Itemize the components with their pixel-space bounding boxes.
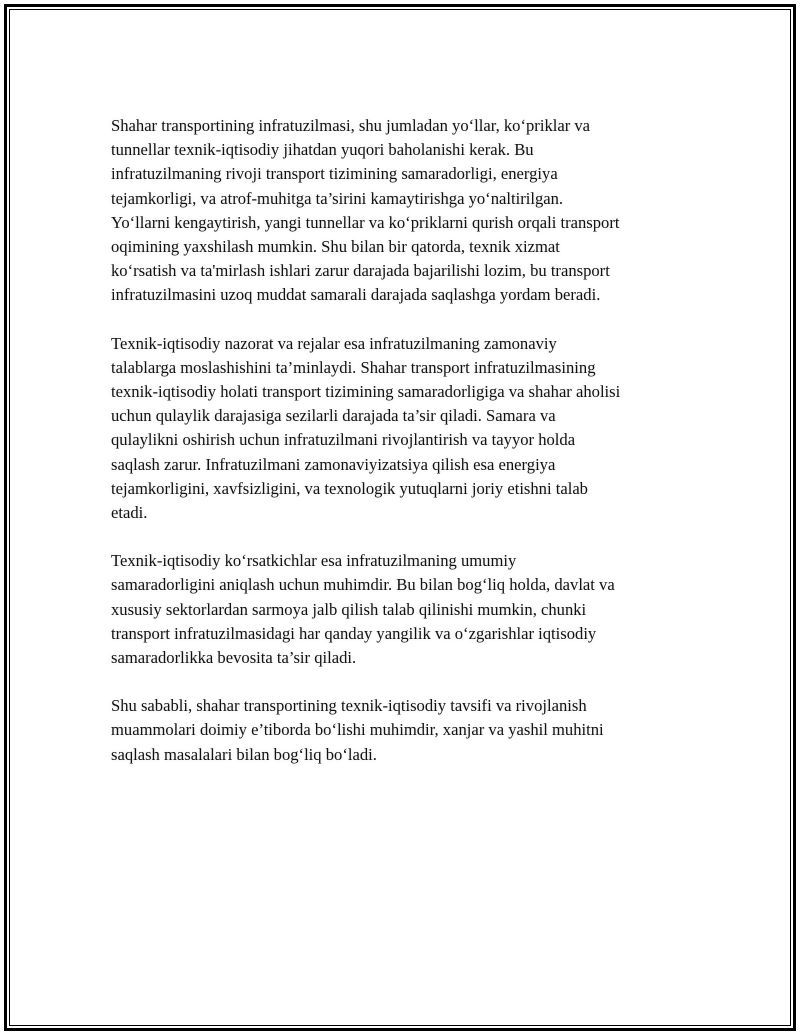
text-line: muammolari doimiy e’tiborda bo‘lishi muhimdir, xanjar va yashil muhitni (111, 720, 604, 740)
paragraph-2 (111, 332, 686, 526)
text-line: oqimining yaxshilash mumkin. Shu bilan bir qatorda, texnik xizmat (111, 237, 560, 257)
text-line: saqlash zarur. Infratuzilmani zamonaviyizatsiya qilish esa energiya (111, 454, 556, 474)
document-body (111, 114, 686, 791)
text-line: Texnik-iqtisodiy ko‘rsatkichlar esa infratuzilmaning umumiy (111, 551, 517, 571)
text-line: samaradorligini aniqlash uchun muhimdir. Bu bilan bog‘liq holda, davlat va (111, 575, 615, 595)
text-line: uchun qulaylik darajasiga sezilarli darajada ta’sir qiladi. Samara va (111, 406, 556, 426)
text-line: etadi. (111, 503, 148, 523)
text-line: infratuzilmaning rivoji transport tizimining samaradorligi, energiya (111, 164, 558, 184)
text-line: texnik-iqtisodiy holati transport tizimining samaradorligiga va shahar aholisi (111, 382, 621, 402)
text-line: tejamkorligi, va atrof-muhitga ta’sirini kamaytirishga yo‘naltirilgan. (111, 188, 564, 208)
text-line: Shu sababli, shahar transportining texnik-iqtisodiy tavsifi va rivojlanish (111, 696, 587, 716)
paragraph-3 (111, 549, 686, 670)
text-line: transport infratuzilmasidagi har qanday yangilik va o‘zgarishlar iqtisodiy (111, 623, 597, 643)
text-line: tunnellar texnik-iqtisodiy jihatdan yuqori baholanishi kerak. Bu (111, 140, 534, 160)
text-line: tejamkorligini, xavfsizligini, va texnologik yutuqlarni joriy etishni talab (111, 478, 588, 498)
paragraph-4 (111, 694, 686, 767)
text-line: qulaylikni oshirish uchun infratuzilmani rivojlantirish va tayyor holda (111, 430, 576, 450)
text-line: talablarga moslashishini ta’minlaydi. Shahar transport infratuzilmasining (111, 357, 596, 377)
text-line: Shahar transportining infratuzilmasi, shu jumladan yo‘llar, ko‘priklar va (111, 116, 591, 135)
text-line: samaradorlikka bevosita ta’sir qiladi. (111, 648, 357, 668)
text-line: infratuzilmasini uzoq muddat samarali darajada saqlashga yordam beradi. (111, 285, 601, 305)
text-line: Texnik-iqtisodiy nazorat va rejalar esa infratuzilmaning zamonaviy (111, 333, 557, 353)
paragraph-1 (111, 114, 686, 308)
text-line: Yo‘llarni kengaytirish, yangi tunnellar va ko‘priklarni qurish orqali transport (111, 212, 620, 232)
text-line: xususiy sektorlardan sarmoya jalb qilish talab qilinishi mumkin, chunki (111, 599, 587, 619)
text-line: saqlash masalalari bilan bog‘liq bo‘ladi. (111, 744, 377, 764)
text-line: ko‘rsatish va ta'mirlash ishlari zarur darajada bajarilishi lozim, bu transport (111, 261, 610, 281)
